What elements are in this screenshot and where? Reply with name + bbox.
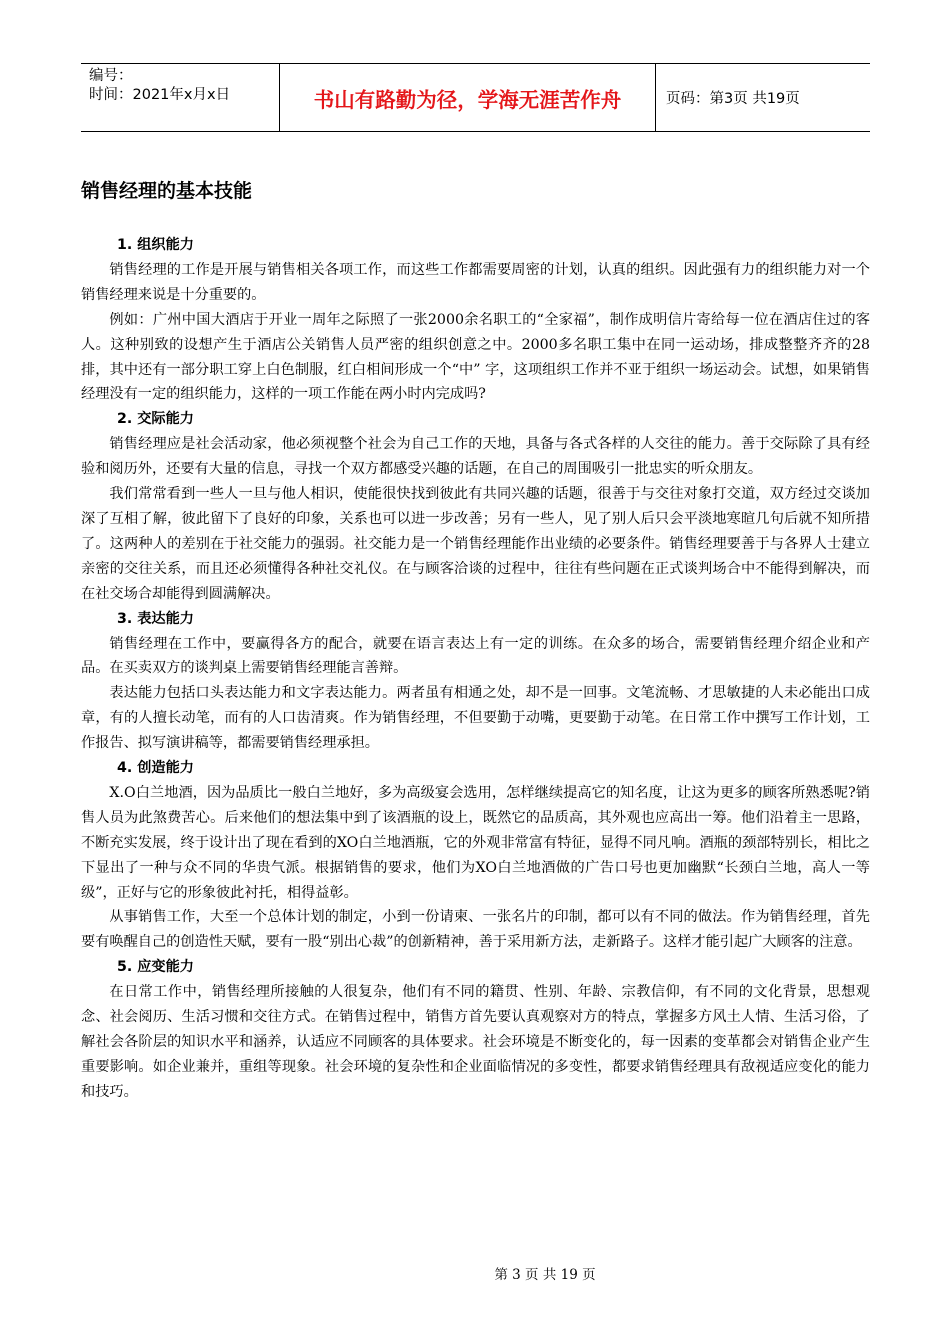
header-page-label: 页码：第3页 共19页 (666, 91, 800, 107)
page-footer: 第 3 页 共 19 页 (494, 1267, 596, 1283)
document-date-label: 时间：2021年x月x日 (89, 87, 231, 103)
section-heading: 4. 创造能力 (117, 760, 194, 777)
paragraph: 我们常常看到一些人一旦与他人相识，使能很快找到彼此有共同兴趣的话题，很善于与交往对象打交道，双方经过交谈加深了互相了解，彼此留下了良好的印象，关系也可以进一步改善；另有一些人，见了别人后只会平淡地寒暄几句后就不知所措了。这两种人的差别在于社交能力的强弱。社交能力是一个销售经理能作出业绩的必要条件。销售经理要善于与各界人士建立亲密的交往关系，而且还必须懂得各种社交礼仪。在与顾客洽谈的过程中，往往有些问题在正式谈判场合中不能得到解决，而在社交场合却能得到圆满解决。 (81, 486, 870, 602)
document-title: 销售经理的基本技能 (81, 180, 253, 202)
paragraph: 销售经理的工作是开展与销售相关各项工作，而这些工作都需要周密的计划，认真的组织。因此强有力的组织能力对一个销售经理来说是十分重要的。 (81, 261, 870, 303)
paragraph: 例如：广州中国大酒店于开业一周年之际照了一张2000余名职工的“全家福”，制作成明信片寄给每一位在酒店住过的客人。这种别致的设想产生于酒店公关销售人员严密的组织创意之中。2000多名职工集中在同一运动场，排成整整齐齐的28排，其中还有一部分职工穿上白色制服，红白相间形成一个“中” 字，这项组织工作并不亚于组织一场运动会。试想，如果销售经理没有一定的组织能力，这样的一项工作能在两小时内完成吗? (81, 311, 870, 403)
document-number-label: 编号： (89, 68, 133, 84)
paragraph: 从事销售工作，大至一个总体计划的制定，小到一份请柬、一张名片的印制，都可以有不同的做法。作为销售经理，首先要有唤醒自己的创造性天赋，要有一股“别出心裁”的创新精神，善于采用新方法，走新路子。这样才能引起广大顾客的注意。 (81, 909, 870, 951)
paragraph: 销售经理应是社会活动家，他必须视整个社会为自己工作的天地，具备与各式各样的人交往的能力。善于交际除了具有经验和阅历外，还要有大量的信息，寻找一个双方都感受兴趣的话题，在自己的周围吸引一批忠实的听众朋友。 (81, 436, 870, 478)
page-header (81, 63, 870, 132)
section-heading: 1. 组织能力 (117, 237, 194, 253)
section-heading: 5. 应变能力 (117, 959, 194, 976)
paragraph: X.O白兰地酒，因为品质比一般白兰地好，多为高级宴会选用，怎样继续提高它的知名度，让这为更多的顾客所熟悉呢?销售人员为此煞费苦心。后来他们的想法集中到了该酒瓶的设上，既然它的品质高，其外观也应高出一筹。他们沿着主一思路，不断充实发展，终于设计出了现在看到的XO白兰地酒瓶，它的外观非常富有特征，显得不同凡响。酒瓶的颈部特别长，相比之下显出了一种与众不同的华贵气派。根据销售的要求，他们为XO白兰地酒做的广告口号也更加幽默“长颈白兰地，高人一等级”，正好与它的形象彼此衬托，相得益彰。 (81, 784, 870, 901)
paragraph: 表达能力包括口头表达能力和文字表达能力。两者虽有相通之处，却不是一回事。文笔流畅、才思敏捷的人未必能出口成章，有的人擅长动笔，而有的人口齿清爽。作为销售经理，不但要勤于动嘴，更要勤于动笔。在日常工作中撰写工作计划，工作报告、拟写演讲稿等，都需要销售经理承担。 (81, 685, 870, 752)
paragraph: 销售经理在工作中，要赢得各方的配合，就要在语言表达上有一定的训练。在众多的场合，需要销售经理介绍企业和产品。在买卖双方的谈判桌上需要销售经理能言善辩。 (81, 635, 870, 677)
section-heading: 3. 表达能力 (117, 610, 194, 627)
paragraph: 在日常工作中，销售经理所接触的人很复杂，他们有不同的籍贯、性别、年龄、宗教信仰，有不同的文化背景，思想观念、社会阅历、生活习惯和交往方式。在销售过程中，销售方首先要认真观察对方的特点，掌握多方风土人情、生活习俗，了解社会各阶层的知识水平和涵养，认适应不同顾客的具体要求。社会环境是不断变化的，每一因素的变革都会对销售企业产生重要影响。如企业兼并，重组等现象。社会环境的复杂性和企业面临情况的多变性，都要求销售经理具有敌视适应变化的能力和技巧。 (81, 984, 870, 1100)
document-body (81, 233, 870, 1105)
header-meta (81, 64, 280, 131)
section-heading: 2. 交际能力 (117, 411, 194, 428)
header-motto: 书山有路勤为径，学海无涯苦作舟 (280, 64, 656, 131)
